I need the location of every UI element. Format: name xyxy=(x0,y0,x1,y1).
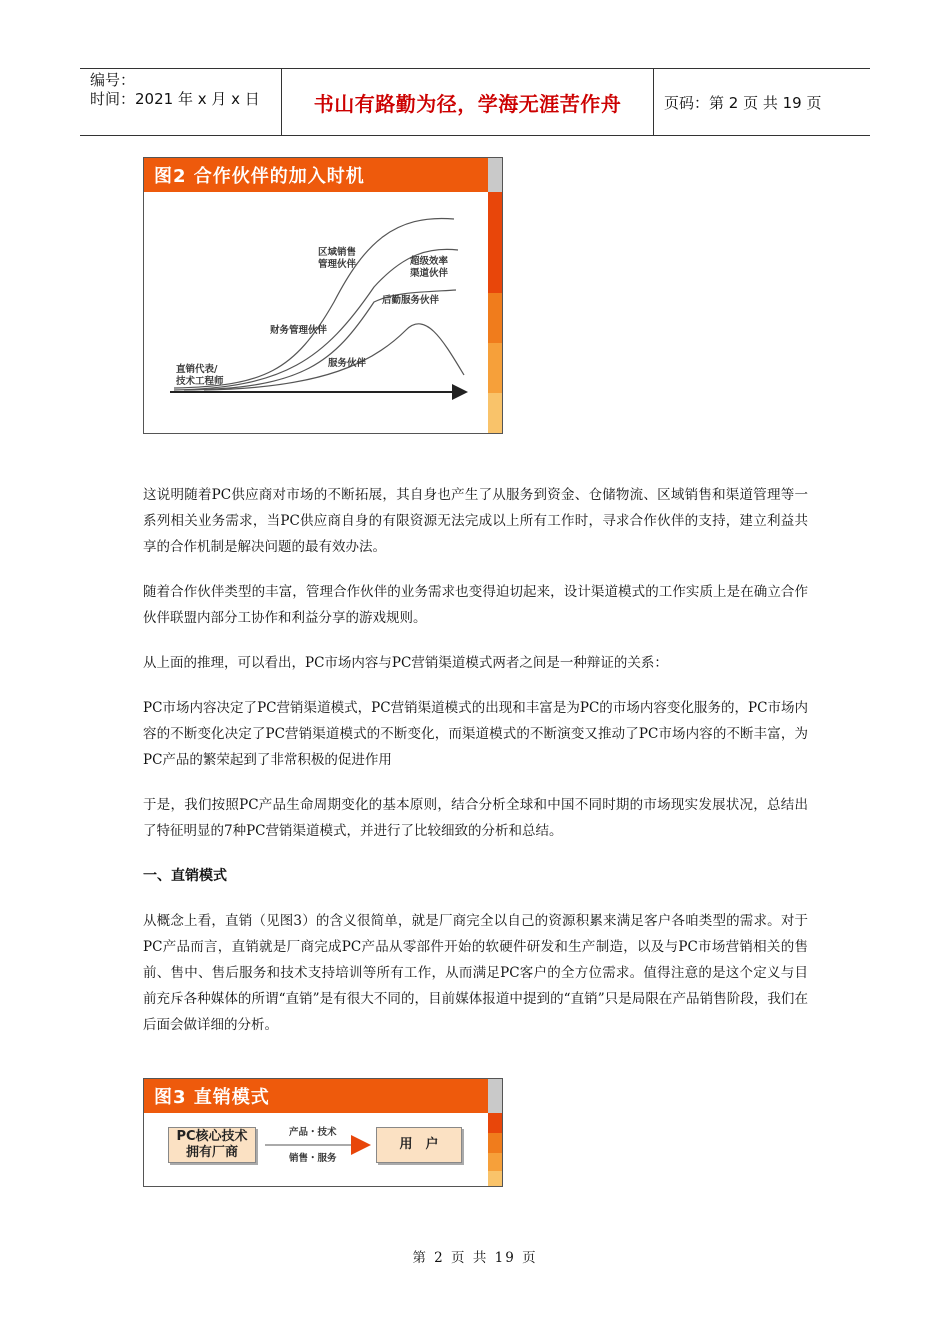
section-heading: 一、直销模式 xyxy=(143,868,227,884)
figure-3-title: 图3 直销模式 xyxy=(144,1079,502,1113)
figure-2-strip xyxy=(488,158,502,433)
label-direct-sales xyxy=(175,363,224,387)
body-text xyxy=(143,482,808,1057)
figure-2 xyxy=(143,157,503,434)
date-label: 时间：2021 年 x 月 x 日 xyxy=(90,90,260,108)
figure-2-diagram xyxy=(144,192,488,433)
strip-segment xyxy=(488,158,502,192)
strip-segment xyxy=(488,1133,502,1153)
header-meta xyxy=(80,69,282,135)
arrow-top-label: 产品・技术 xyxy=(289,1127,337,1138)
strip-segment xyxy=(488,343,502,393)
user-box: 用 户 xyxy=(376,1127,462,1163)
label-line: 管理伙伴 xyxy=(318,259,357,270)
header-page-info: 页码：第 2 页 共 19 页 xyxy=(664,93,822,112)
figure-3-strip xyxy=(488,1079,502,1186)
box-line: 拥有厂商 xyxy=(185,1145,238,1160)
label-line: 技术工程师 xyxy=(176,376,224,387)
paragraph: 这说明随着PC供应商对市场的不断拓展，其自身也产生了从服务到资金、仓储物流、区域销售和渠道管理等一系列相关业务需求，当PC供应商自身的有限资源无法完成以上所有工作时，寻求合作伙伴的支持，建立利益共享的合作机制是解决问题的最有效办法。 xyxy=(143,487,808,555)
strip-segment xyxy=(488,1153,502,1171)
strip-segment xyxy=(488,1113,502,1133)
label-finance: 财务管理伙伴 xyxy=(270,325,328,336)
paragraph: 于是，我们按照PC产品生命周期变化的基本原则，结合分析全球和中国不同时期的市场现实发展状况，总结出了特征明显的7种PC营销渠道模式，并进行了比较细致的分析和总结。 xyxy=(143,797,808,839)
strip-segment xyxy=(488,393,502,433)
strip-segment xyxy=(488,1171,502,1186)
page-header xyxy=(80,68,870,136)
core-tech-vendor-box xyxy=(168,1127,256,1163)
arrow-bottom-label: 销售・服务 xyxy=(289,1153,337,1164)
box-line: PC核心技术 xyxy=(176,1129,248,1144)
figure-3-arrow xyxy=(259,1121,389,1171)
page-footer: 第 2 页 共 19 页 xyxy=(412,1250,538,1266)
label-line: 渠道伙伴 xyxy=(410,268,449,279)
label-line: 直销代表/ xyxy=(176,364,218,375)
paragraph: 从概念上看，直销（见图3）的含义很简单，就是厂商完全以自己的资源积累来满足客户各咱类型的需求。对于PC产品而言，直销就是厂商完成PC产品从零部件开始的软硬件研发和生产制造，以及与PC市场营销相关的售前、售中、售后服务和技术支持培训等所有工作，从而满足PC客户的全方位需求。值得注意的是这个定义与目前充斥各种媒体的所谓“直销”是有很大不同的，目前媒体报道中提到的“直销”只是局限在产品销售阶段，我们在后面会做详细的分析。 xyxy=(143,913,808,1033)
figure-3 xyxy=(143,1078,503,1187)
label-logistics: 后勤服务伙伴 xyxy=(382,295,440,306)
paragraph: 随着合作伙伴类型的丰富，管理合作伙伴的业务需求也变得迫切起来，设计渠道模式的工作实质上是在确立合作伙伴联盟内部分工协作和利益分享的游戏规则。 xyxy=(143,584,808,626)
label-line: 超级效率 xyxy=(410,256,449,267)
label-service: 服务伙伴 xyxy=(328,358,367,369)
strip-segment xyxy=(488,192,502,293)
strip-segment xyxy=(488,1079,502,1113)
header-slogan: 书山有路勤为径，学海无涯苦作舟 xyxy=(282,69,654,135)
curve-service xyxy=(204,324,464,390)
paragraph: 从上面的推理，可以看出，PC市场内容与PC营销渠道模式两者之间是一种辩证的关系： xyxy=(143,655,668,671)
label-regional xyxy=(318,246,359,270)
label-line: 区域销售 xyxy=(318,247,357,258)
number-label: 编号： xyxy=(90,71,136,89)
paragraph: PC市场内容决定了PC营销渠道模式，PC营销渠道模式的出现和丰富是为PC的市场内容变化服务的，PC市场内容的不断变化决定了PC营销渠道模式的不断变化，而渠道模式的不断演变又推动了PC市场内容的不断丰富，为PC产品的繁荣起到了非常积极的促进作用 xyxy=(143,700,808,768)
label-super-channel xyxy=(410,255,451,279)
strip-segment xyxy=(488,293,502,343)
figure-2-title: 图2 合作伙伴的加入时机 xyxy=(144,158,502,192)
